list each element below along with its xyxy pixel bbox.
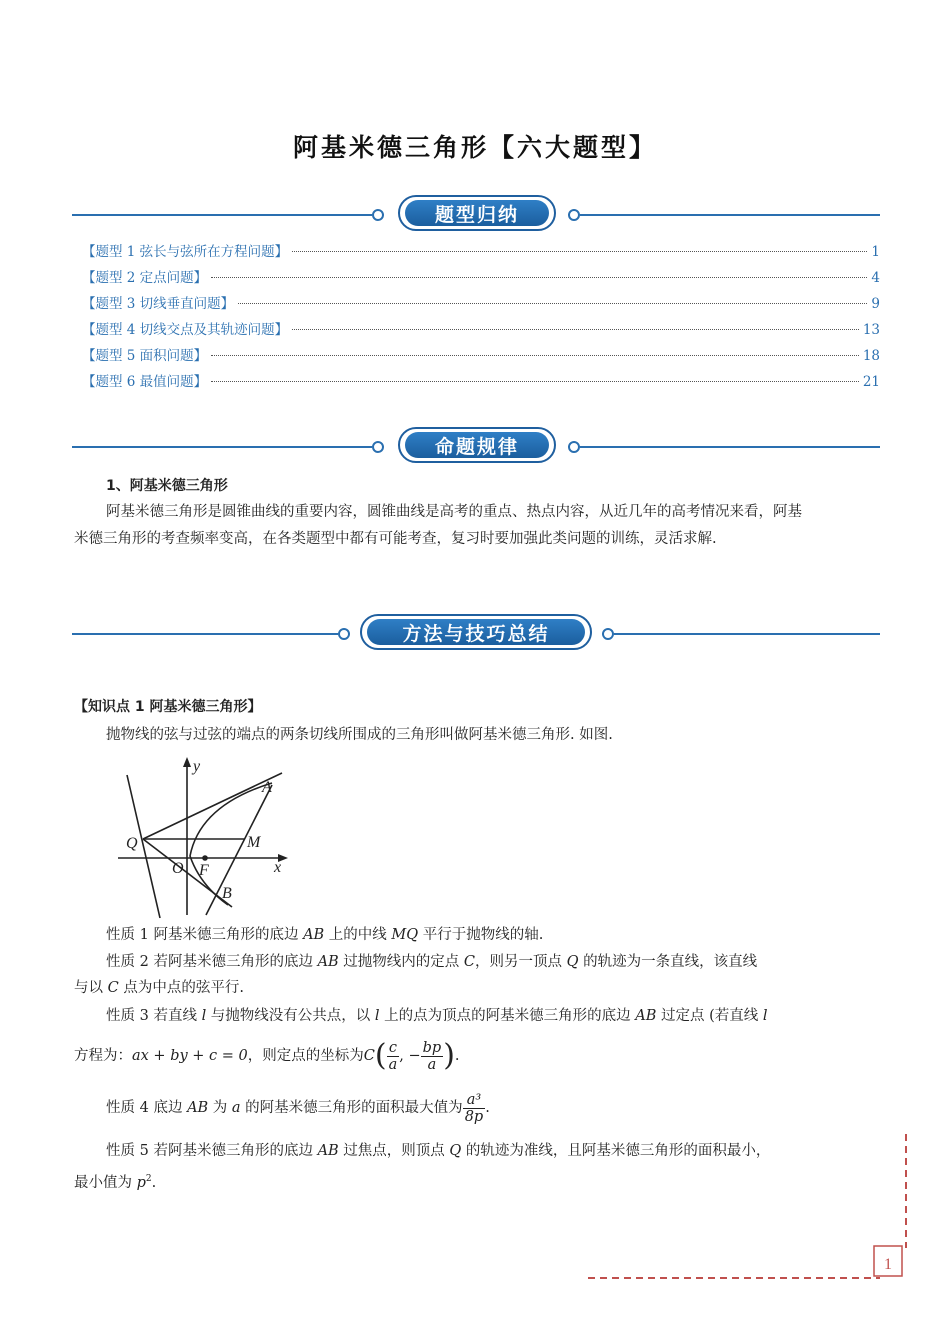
banner-label: 方法与技巧总结 <box>367 619 585 645</box>
label-A: A <box>262 779 272 796</box>
toc-item-3[interactable]: 【题型 3 切线垂直问题】 9 <box>82 296 880 312</box>
toc-item-4[interactable]: 【题型 4 切线交点及其轨迹问题】 13 <box>82 322 880 338</box>
property-5: 性质 5 若阿基米德三角形的底边 AB 过焦点，则顶点 Q 的轨迹为准线，且阿基米德三角形的面积最小， <box>106 1143 771 1159</box>
banner-dot-icon <box>372 209 384 221</box>
label-y: y <box>193 758 201 775</box>
label-F: F <box>199 862 209 879</box>
rules-body-line2: 米德三角形的考查频率变高，在各类题型中都有可能考查，复习时要加强此类问题的训练，灵活求解. <box>74 531 717 547</box>
toc-item-6[interactable]: 【题型 6 最值问题】 21 <box>82 374 880 390</box>
banner-label: 题型归纳 <box>405 200 549 226</box>
toc-item-1[interactable]: 【题型 1 弦长与弦所在方程问题】 1 <box>82 244 880 260</box>
toc-item-5[interactable]: 【题型 5 面积问题】 18 <box>82 348 880 364</box>
banner-dot-icon <box>568 209 580 221</box>
banner-dot-icon <box>372 441 384 453</box>
label-O: O <box>172 860 184 877</box>
rules-heading: 1、阿基米德三角形 <box>106 478 228 494</box>
table-of-contents <box>82 240 880 396</box>
banner-dot-icon <box>338 628 350 640</box>
property-5-line2: 最小值为 $p^2$. <box>74 1174 157 1191</box>
rules-body-line1: 阿基米德三角形是圆锥曲线的重要内容，圆锥曲线是高考的重点、热点内容，从近几年的高考情况来看，阿基 <box>106 504 802 520</box>
section-banner-summary <box>72 193 880 237</box>
section-banner-methods <box>72 612 880 656</box>
banner-dot-icon <box>602 628 614 640</box>
label-Q: Q <box>126 835 138 852</box>
property-3-line2: 方程为：ax + by + c = 0，则定点的坐标为C( $\frac{c}{a}$ , − $\frac{bp}{a}$ ). <box>74 1038 460 1073</box>
property-1: 性质 1 阿基米德三角形的底边 AB 上的中线 MQ 平行于抛物线的轴. <box>106 927 544 943</box>
property-4: 性质 4 底边 AB 为 a 的阿基米德三角形的面积最大值为 $\frac{\text{a³}}{8p}$ . <box>106 1091 490 1125</box>
property-2: 性质 2 若阿基米德三角形的底边 AB 过抛物线内的定点 C，则另一顶点 Q 的轨迹为一条直线，该直线 <box>106 954 758 970</box>
section-banner-rules <box>72 425 880 469</box>
toc-item-2[interactable]: 【题型 2 定点问题】 4 <box>82 270 880 286</box>
knowledge-intro: 抛物线的弦与过弦的端点的两条切线所围成的三角形叫做阿基米德三角形. 如图. <box>106 727 613 743</box>
label-B: B <box>222 885 232 902</box>
banner-label: 命题规律 <box>405 432 549 458</box>
page-corner-decoration <box>580 1130 920 1290</box>
label-M: M <box>247 834 261 851</box>
focus-point <box>202 855 208 861</box>
y-axis-arrow-icon <box>183 757 191 767</box>
knowledge-heading: 【知识点 1 阿基米德三角形】 <box>74 699 262 715</box>
property-3: 性质 3 若直线 l 与抛物线没有公共点，以 l 上的点为顶点的阿基米德三角形的底边 AB 过定点 (若直线 l <box>106 1008 768 1024</box>
page-title: 阿基米德三角形【六大题型】 <box>292 133 657 162</box>
page-number: 1 <box>884 1256 892 1273</box>
archimedes-triangle-figure <box>110 755 310 920</box>
label-x: x <box>274 859 282 876</box>
banner-dot-icon <box>568 441 580 453</box>
property-2-line2: 与以 C 点为中点的弦平行. <box>74 980 244 996</box>
